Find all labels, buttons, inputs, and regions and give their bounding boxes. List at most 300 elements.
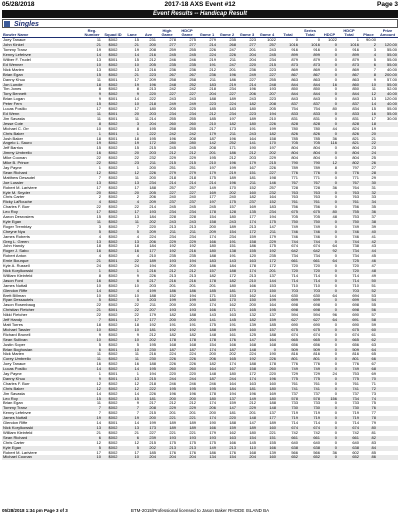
game-2: 153 bbox=[229, 293, 236, 298]
squad-id: $002 bbox=[108, 175, 118, 180]
series-total: 843 bbox=[313, 97, 320, 102]
bowler-name: Michael Tassier bbox=[2, 328, 82, 333]
average: 203 bbox=[140, 112, 157, 117]
game-4: 139 bbox=[269, 450, 276, 455]
reg-number: 1 bbox=[82, 269, 102, 274]
average: 222 bbox=[140, 387, 157, 392]
lane: 21 bbox=[124, 73, 140, 78]
report-header bbox=[2, 1, 398, 10]
hdcp-total: 916 bbox=[352, 48, 359, 53]
game-3: 223 bbox=[249, 37, 256, 43]
game-4: 160 bbox=[257, 455, 277, 460]
place: 58 bbox=[360, 318, 377, 323]
game-3: 204 bbox=[237, 455, 257, 460]
hdcp-total: 744 bbox=[338, 240, 360, 245]
hdcp-game: 252 bbox=[177, 83, 197, 88]
high-game: 278 bbox=[169, 37, 176, 43]
hdcp-total: 850 bbox=[352, 87, 359, 92]
reg-number: 10 bbox=[82, 328, 102, 333]
hdcp-total: 763 bbox=[338, 191, 360, 196]
reg-number: 11 bbox=[96, 401, 101, 406]
average: 195 bbox=[149, 342, 156, 347]
series-hdcp: 0 bbox=[334, 205, 337, 210]
bowler-name: Christian Fletcher bbox=[2, 308, 82, 313]
total: 775 bbox=[277, 377, 299, 382]
prize-amount: 55.00 bbox=[386, 48, 397, 53]
game-4: 159 bbox=[257, 318, 277, 323]
bowler-name: Robert M. Lariviere bbox=[3, 450, 38, 455]
bowler-name: James Nuttall bbox=[3, 283, 28, 288]
hdcp-total: 873 bbox=[338, 63, 360, 68]
place: 67 bbox=[371, 362, 376, 367]
high-game: 224 bbox=[169, 352, 176, 357]
series-hdcp: 0 bbox=[334, 421, 337, 426]
game-2: 166 bbox=[229, 440, 236, 445]
place: 53 bbox=[371, 293, 376, 298]
place: 21 bbox=[371, 136, 376, 141]
total: 665 bbox=[277, 338, 299, 343]
hdcp-game: 267 bbox=[177, 73, 197, 78]
prize-amount: 52.00 bbox=[386, 87, 397, 92]
game-4: 175 bbox=[257, 220, 277, 225]
col-g1: Game 1 bbox=[197, 29, 217, 38]
reg-number: 16 bbox=[82, 249, 102, 254]
total: 843 bbox=[291, 97, 298, 102]
high-game: 204 bbox=[157, 455, 177, 460]
hdcp-total: 821 bbox=[338, 141, 360, 146]
series-hdcp: 36 bbox=[332, 185, 337, 190]
hdcp-game: 200 bbox=[189, 264, 196, 269]
game-4: 169 bbox=[269, 391, 276, 396]
col-reg: Reg. Number bbox=[82, 29, 102, 38]
reg-number: 5 bbox=[82, 230, 102, 235]
game-2: 174 bbox=[229, 362, 236, 367]
series-total: 630 bbox=[313, 293, 320, 298]
hdcp-game: 249 bbox=[177, 102, 197, 107]
hdcp-total: 879 bbox=[352, 58, 359, 63]
hdcp-game: 260 bbox=[177, 367, 197, 372]
high-game: 212 bbox=[157, 269, 177, 274]
total: 741 bbox=[277, 387, 299, 392]
series-hdcp: 0 bbox=[321, 63, 338, 68]
prize-amount: 55.00 bbox=[377, 83, 398, 88]
game-4: 194 bbox=[269, 215, 276, 220]
game-1: 195 bbox=[197, 387, 217, 392]
place: 90.00 bbox=[365, 37, 376, 43]
total: 638 bbox=[277, 446, 299, 451]
game-3: 249 bbox=[237, 73, 257, 78]
prize-amount: 120.00 bbox=[384, 97, 397, 102]
hdcp-total: 674 bbox=[338, 426, 360, 431]
series-hdcp: 0 bbox=[321, 298, 338, 303]
game-3: 243 bbox=[237, 132, 257, 137]
game-1: 143 bbox=[209, 313, 216, 318]
hdcp-total: 761 bbox=[338, 200, 360, 205]
series-hdcp: 0 bbox=[321, 200, 338, 205]
hdcp-game: 186 bbox=[177, 289, 197, 294]
high-game: 242 bbox=[157, 132, 177, 137]
lane: 7 bbox=[124, 406, 140, 411]
hdcp-total: 867 bbox=[338, 73, 360, 78]
game-3: 174 bbox=[237, 269, 257, 274]
reg-number: 11 bbox=[96, 116, 101, 121]
game-2: 202 bbox=[217, 191, 237, 196]
lane: 9 bbox=[136, 401, 139, 406]
total: 761 bbox=[291, 381, 298, 386]
game-3: 236 bbox=[249, 67, 256, 72]
average: 203 bbox=[149, 283, 156, 288]
game-3: 201 bbox=[249, 411, 256, 416]
game-4: 158 bbox=[269, 136, 276, 141]
reg-number: 7 bbox=[98, 175, 101, 180]
game-1: 174 bbox=[209, 303, 216, 308]
reg-number: 17 bbox=[96, 107, 101, 112]
total: 698 bbox=[277, 308, 299, 313]
hdcp-total: 844 bbox=[338, 92, 360, 97]
lane: 1 bbox=[124, 269, 140, 274]
place: 9 bbox=[373, 77, 376, 82]
series-total: 652 bbox=[299, 455, 321, 460]
lane: 20 bbox=[124, 151, 140, 156]
game-4: 257 bbox=[269, 185, 276, 190]
series-total: 780 bbox=[313, 126, 320, 131]
game-4: 232 bbox=[257, 191, 277, 196]
game-1: 200 bbox=[209, 352, 216, 357]
high-game: 245 bbox=[169, 205, 176, 210]
game-4: 208 bbox=[257, 102, 277, 107]
bowler-name: Roger J. Sabo bbox=[2, 249, 82, 254]
hdcp-total: 1 bbox=[356, 37, 359, 43]
prize-amount: 200.00 bbox=[377, 73, 398, 78]
high-game: 246 bbox=[169, 381, 176, 386]
place: 76 bbox=[360, 406, 377, 411]
series-total: 789 bbox=[313, 165, 320, 170]
hdcp-total: 734 bbox=[338, 397, 360, 402]
lane: 11 bbox=[134, 116, 139, 121]
hdcp-total: 698 bbox=[338, 308, 360, 313]
reg-number: 9 bbox=[98, 332, 101, 337]
game-2: 164 bbox=[229, 381, 236, 386]
game-4: 179 bbox=[269, 234, 276, 239]
high-game: 260 bbox=[157, 122, 177, 127]
game-3: 204 bbox=[249, 58, 256, 63]
game-2: 194 bbox=[229, 391, 236, 396]
reg-number: 4 bbox=[82, 200, 102, 205]
game-2: 147 bbox=[217, 406, 237, 411]
hdcp-total: 833 bbox=[338, 112, 360, 117]
game-4: 196 bbox=[257, 377, 277, 382]
total: 719 bbox=[291, 411, 298, 416]
high-game: 246 bbox=[169, 58, 176, 63]
game-3: 210 bbox=[237, 279, 257, 284]
game-3: 206 bbox=[237, 92, 257, 97]
reg-number: 1 bbox=[82, 132, 102, 137]
game-2: 186 bbox=[217, 151, 237, 156]
game-1: 219 bbox=[209, 58, 216, 63]
high-game: 152 bbox=[169, 293, 176, 298]
game-2: 234 bbox=[217, 112, 237, 117]
series-total: 0 bbox=[317, 37, 320, 43]
reg-number: 13 bbox=[96, 67, 101, 72]
series-hdcp: 0 bbox=[334, 156, 337, 161]
place: 29 bbox=[371, 175, 376, 180]
total: 720 bbox=[291, 264, 298, 269]
lane: 19 bbox=[124, 416, 140, 421]
series-total: 741 bbox=[299, 387, 321, 392]
game-1: 169 bbox=[197, 191, 217, 196]
place: 57 bbox=[371, 313, 376, 318]
game-4: 180 bbox=[257, 387, 277, 392]
bowler-name: Jeff Handy bbox=[2, 318, 82, 323]
game-1: 178 bbox=[197, 210, 217, 215]
game-3: 150 bbox=[237, 298, 257, 303]
average: 202 bbox=[140, 446, 157, 451]
series-hdcp: 0 bbox=[321, 122, 338, 127]
average: 185 bbox=[149, 450, 156, 455]
lane: 13 bbox=[124, 426, 140, 431]
game-3: 189 bbox=[237, 426, 257, 431]
place: 23 bbox=[371, 146, 376, 151]
lane: 16 bbox=[124, 249, 140, 254]
squad-id: $002 bbox=[108, 37, 118, 43]
place: 6 bbox=[360, 63, 377, 68]
hdcp-total: 753 bbox=[352, 372, 359, 377]
prize-amount: 120.00 bbox=[377, 43, 398, 48]
reg-number: 19 bbox=[96, 48, 101, 53]
game-4: 148 bbox=[257, 406, 277, 411]
series-hdcp: 0 bbox=[334, 342, 337, 347]
reg-number: 16 bbox=[82, 279, 102, 284]
game-3: 145 bbox=[249, 440, 256, 445]
total: 916 bbox=[291, 48, 298, 53]
hdcp-game: 225 bbox=[189, 107, 196, 112]
game-2: 211 bbox=[217, 132, 237, 137]
game-4: 197 bbox=[269, 146, 276, 151]
game-1: 141 bbox=[197, 318, 217, 323]
reg-number: 18 bbox=[82, 83, 102, 88]
lane: 4 bbox=[136, 234, 139, 239]
series-total: 850 bbox=[313, 87, 320, 92]
lane: 15 bbox=[134, 37, 139, 43]
prize-amount: 40.00 bbox=[377, 102, 398, 107]
reg-number: 3 bbox=[98, 224, 101, 229]
game-2: 189 bbox=[229, 97, 236, 102]
bowler-name: Angelo L. Sauro bbox=[2, 141, 82, 146]
average: 177 bbox=[140, 249, 157, 254]
series-hdcp: 0 bbox=[334, 264, 337, 269]
game-3: 180 bbox=[249, 430, 256, 435]
reg-number: 8 bbox=[82, 122, 102, 127]
col-lane: Lane bbox=[124, 29, 140, 38]
col-g4: Game 4 bbox=[257, 29, 277, 38]
bowler-name: Robert M. Lariviere bbox=[3, 185, 38, 190]
hdcp-game: 243 bbox=[177, 220, 197, 225]
bowler-name: Lucas Posillo bbox=[2, 367, 82, 372]
hdcp-total: 749 bbox=[338, 367, 360, 372]
hdcp-game: 227 bbox=[177, 92, 197, 97]
total: 742 bbox=[291, 430, 298, 435]
hdcp-total: 753 bbox=[352, 215, 359, 220]
game-4: 152 bbox=[257, 200, 277, 205]
total: 790 bbox=[277, 161, 299, 166]
series-total: 729 bbox=[313, 372, 320, 377]
table-body bbox=[2, 38, 398, 460]
total: 674 bbox=[291, 244, 298, 249]
game-3: 237 bbox=[237, 200, 257, 205]
prize-amount: 30.00 bbox=[386, 116, 397, 121]
place: 11 bbox=[371, 87, 376, 92]
series-total: 776 bbox=[313, 362, 320, 367]
game-3: 151 bbox=[237, 171, 257, 176]
place: 75 bbox=[371, 401, 376, 406]
lane: 5 bbox=[124, 446, 140, 451]
reg-number: 13 bbox=[96, 58, 101, 63]
average: 179 bbox=[149, 313, 156, 318]
game-3: 174 bbox=[237, 220, 257, 225]
squad-id: $001 bbox=[102, 318, 124, 323]
average: 204 bbox=[140, 455, 157, 460]
total: 705 bbox=[277, 141, 299, 146]
game-3: 223 bbox=[237, 112, 257, 117]
reg-number: 21 bbox=[96, 430, 101, 435]
game-3: 155 bbox=[237, 249, 257, 254]
place: 74 bbox=[360, 397, 377, 402]
series-hdcp: 156 bbox=[321, 397, 338, 402]
average: 200 bbox=[149, 175, 156, 180]
squad-id: $001 bbox=[108, 77, 118, 82]
game-3: 139 bbox=[249, 322, 256, 327]
lane: 18 bbox=[134, 244, 139, 249]
game-2: 184 bbox=[217, 387, 237, 392]
series-hdcp: 0 bbox=[321, 377, 338, 382]
page-number: Page 3 bbox=[377, 1, 398, 8]
game-4: 223 bbox=[269, 97, 276, 102]
place: 65 bbox=[371, 352, 376, 357]
game-4: 183 bbox=[269, 205, 276, 210]
series-hdcp: 0 bbox=[334, 234, 337, 239]
squad-id: $002 bbox=[102, 269, 124, 274]
series-hdcp: 0 bbox=[334, 352, 337, 357]
game-2: 226 bbox=[217, 53, 237, 58]
hdcp-total: 691 bbox=[338, 318, 360, 323]
place: 38 bbox=[360, 220, 377, 225]
bowler-name: Glendon Riffe bbox=[3, 421, 28, 426]
lane: 7 bbox=[136, 411, 139, 416]
game-1: 175 bbox=[209, 175, 216, 180]
place: 35 bbox=[371, 205, 376, 210]
average: 208 bbox=[149, 48, 156, 53]
place: 31 bbox=[371, 185, 376, 190]
series-total: 710 bbox=[313, 283, 320, 288]
game-4: 227 bbox=[257, 171, 277, 176]
reg-number: 20 bbox=[82, 191, 102, 196]
squad-id: $001 bbox=[102, 112, 124, 117]
average: 180 bbox=[149, 107, 156, 112]
series-hdcp: 64 bbox=[332, 244, 337, 249]
game-1: 211 bbox=[209, 77, 216, 82]
total: 719 bbox=[277, 416, 299, 421]
hdcp-total: 763 bbox=[352, 195, 359, 200]
game-2: 202 bbox=[229, 352, 236, 357]
game-1: 217 bbox=[209, 126, 216, 131]
hdcp-total: 869 bbox=[352, 67, 359, 72]
game-2: 181 bbox=[217, 289, 237, 294]
place: 62 bbox=[360, 338, 377, 343]
game-1: 174 bbox=[209, 401, 216, 406]
game-1: 182 bbox=[209, 273, 216, 278]
game-2: 182 bbox=[217, 279, 237, 284]
lane: 22 bbox=[134, 313, 139, 318]
series-total: 826 bbox=[299, 132, 321, 137]
average: 189 bbox=[140, 259, 157, 264]
total: 873 bbox=[277, 63, 299, 68]
bowler-name: Tony Bennett bbox=[2, 92, 82, 97]
hdcp-game: 195 bbox=[177, 387, 197, 392]
series-total: 776 bbox=[299, 171, 321, 176]
game-4: 245 bbox=[257, 53, 277, 58]
series-total: 863 bbox=[313, 77, 320, 82]
place: 51 bbox=[371, 283, 376, 288]
bowler-name: Danny Khuu bbox=[3, 77, 26, 82]
hdcp-game: 189 bbox=[177, 426, 197, 431]
game-3: 148 bbox=[237, 416, 257, 421]
game-2: 197 bbox=[229, 116, 236, 121]
hdcp-total: 775 bbox=[338, 377, 360, 382]
game-2: 199 bbox=[229, 165, 236, 170]
game-4: 234 bbox=[257, 210, 277, 215]
bowler-name: Danny Khuu bbox=[2, 377, 82, 382]
hdcp-game: 218 bbox=[189, 175, 196, 180]
reg-number: 10 bbox=[96, 283, 101, 288]
lane: 17 bbox=[124, 318, 140, 323]
series-hdcp: 92 bbox=[321, 249, 338, 254]
series-hdcp: 0 bbox=[334, 175, 337, 180]
total: 1016 bbox=[277, 43, 299, 48]
game-1: 158 bbox=[197, 220, 217, 225]
high-game: 218 bbox=[169, 175, 176, 180]
bowler-name: Robert Anton bbox=[3, 254, 27, 259]
game-3: 177 bbox=[249, 215, 256, 220]
game-2: 220 bbox=[217, 416, 237, 421]
game-3: 212 bbox=[237, 151, 257, 156]
hdcp-game: 260 bbox=[177, 122, 197, 127]
squad-id: $002 bbox=[108, 87, 118, 92]
place: 73 bbox=[371, 391, 376, 396]
place: 86 bbox=[360, 455, 377, 460]
squad-id: $002 bbox=[108, 381, 118, 386]
reg-number: 6 bbox=[82, 436, 102, 441]
game-3: 211 bbox=[237, 181, 257, 186]
game-4: 195 bbox=[257, 308, 277, 313]
game-3: 192 bbox=[237, 357, 257, 362]
prize-amount bbox=[377, 455, 398, 460]
high-game: 212 bbox=[169, 401, 176, 406]
game-3: 181 bbox=[237, 387, 257, 392]
total: 837 bbox=[277, 102, 299, 107]
bowler-name: Josh Baker bbox=[3, 136, 24, 141]
squad-id: $002 bbox=[108, 322, 118, 327]
place: 85 bbox=[371, 450, 376, 455]
high-game: 195 bbox=[157, 387, 177, 392]
hdcp-game: 237 bbox=[177, 200, 197, 205]
game-3: 214 bbox=[237, 83, 257, 88]
series-hdcp: 0 bbox=[334, 67, 337, 72]
squad-id: $002 bbox=[102, 357, 124, 362]
place: 16 bbox=[360, 112, 377, 117]
high-game: 196 bbox=[169, 136, 176, 141]
place: 28 bbox=[360, 171, 377, 176]
hdcp-game: 201 bbox=[189, 283, 196, 288]
